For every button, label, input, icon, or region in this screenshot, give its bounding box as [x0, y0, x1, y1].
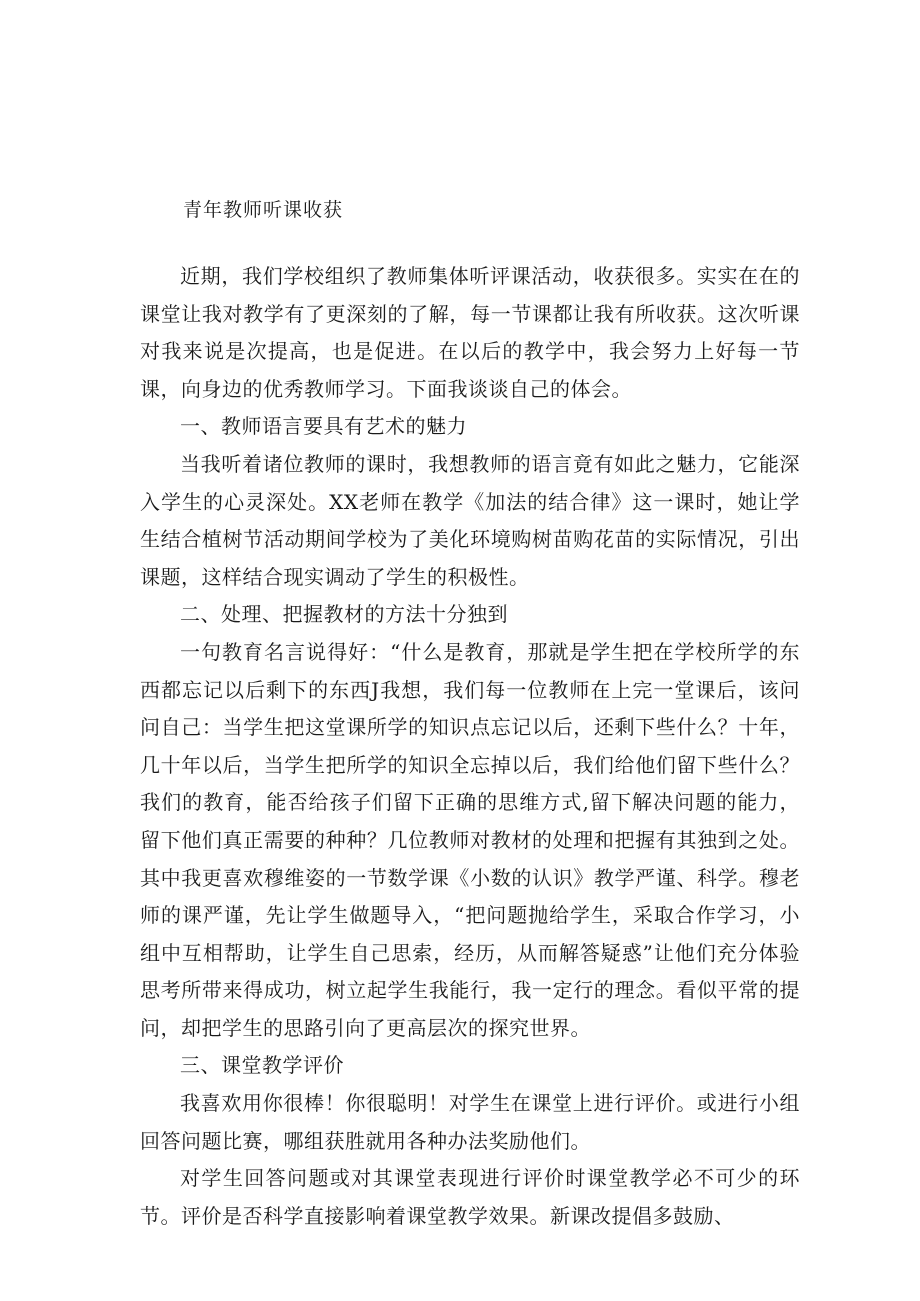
paragraph-section-3a: 我喜欢用你很棒！你很聪明！对学生在课堂上进行评价。或进行小组回答问题比赛，哪组获胜就用各种办法奖励他们。: [140, 1091, 800, 1153]
section-heading-1: 一、教师语言要具有艺术的魅力: [180, 414, 467, 439]
document-body: [140, 258, 800, 1235]
document-title: 青年教师听课收获: [183, 199, 344, 221]
section-heading-3: 三、课堂教学评价: [180, 1053, 344, 1078]
paragraph-section-1: 当我听着诸位教师的课时，我想教师的语言竟有如此之魅力，它能深入学生的心灵深处。XX老师在教学《加法的结合律》这一课时，她让学生结合植树节活动期间学校为了美化环境购树苗购花苗的实际情况，引出课题，这样结合现实调动了学生的积极性。: [140, 451, 800, 589]
paragraph-intro: 近期，我们学校组织了教师集体听评课活动，收获很多。实实在在的课堂让我对教学有了更深刻的了解，每一节课都让我有所收获。这次听课对我来说是次提高，也是促进。在以后的教学中，我会努力上好每一节课，向身边的优秀教师学习。下面我谈谈自己的体会。: [140, 264, 800, 401]
paragraph-section-3b: 对学生回答问题或对其课堂表现进行评价时课堂教学必不可少的环节。评价是否科学直接影响着课堂教学效果。新课改提倡多鼓励、: [140, 1166, 800, 1228]
section-heading-2: 二、处理、把握教材的方法十分独到: [180, 602, 508, 627]
paragraph-section-2: 一句教育名言说得好：“什么是教育，那就是学生把在学校所学的东西都忘记以后剩下的东西J我想，我们每一位教师在上完一堂课后，该问问自己：当学生把这堂课所学的知识点忘记以后，还剩下些什么？十年，几十年以后，当学生把所学的知识全忘掉以后，我们给他们留下些什么？我们的教育，能否给孩子们留下正确的思维方式,留下解决问题的能力，留下他们真正需要的种种？几位教师对教材的处理和把握有其独到之处。其中我更喜欢穆维姿的一节数学课《小数的认识》教学严谨、科学。穆老师的课严谨，先让学生做题导入，“把问题抛给学生，采取合作学习，小组中互相帮助，让学生自己思索，经历，从而解答疑惑”让他们充分体验思考所带来得成功，树立起学生我能行，我一定行的理念。看似平常的提问，却把学生的思路引向了更高层次的探究世界。: [140, 639, 800, 1040]
